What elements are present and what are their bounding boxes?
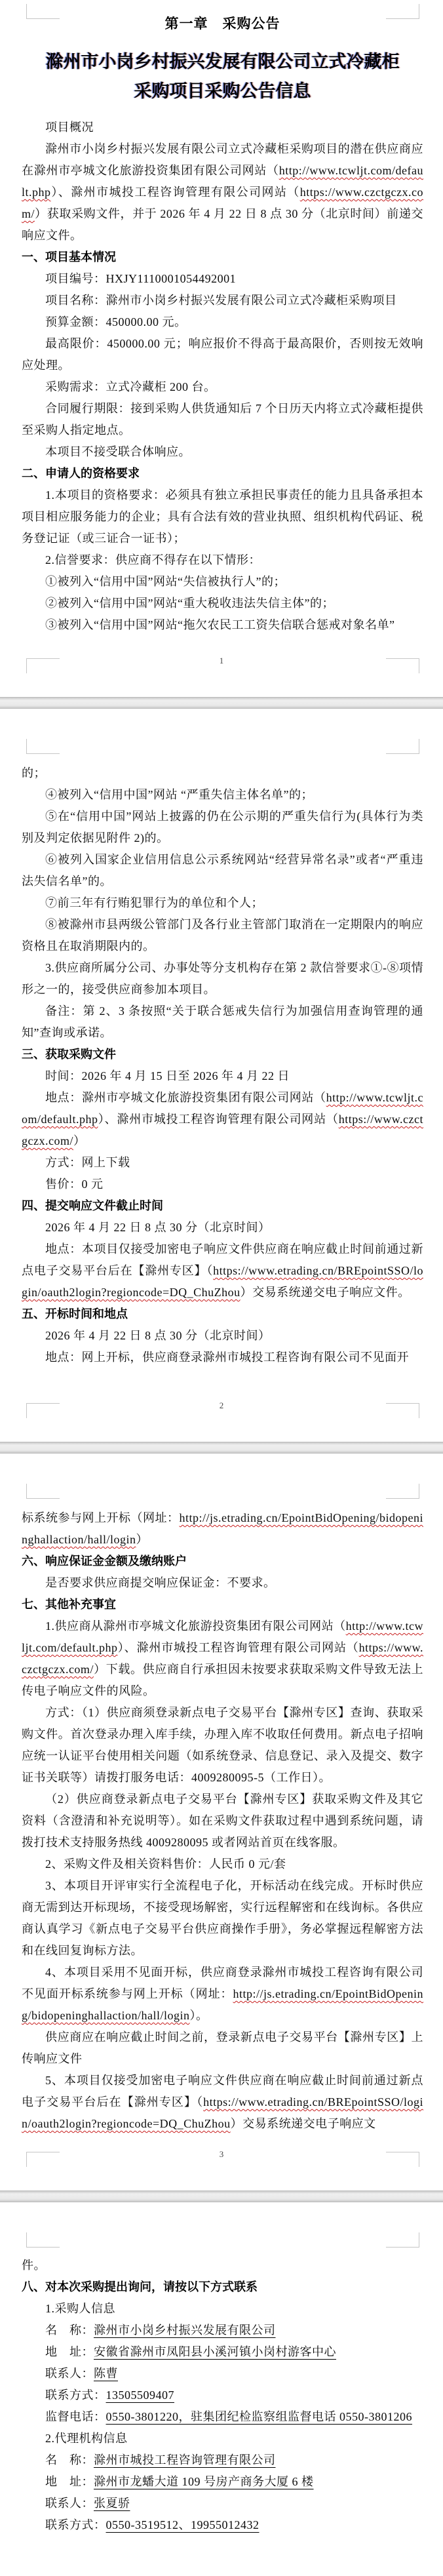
project-name: 项目名称：滁州市小岗乡村振兴发展有限公司立式冷藏柜采购项目 <box>45 294 397 307</box>
supplement-3: 3、本项目开评审实行全流程电子化，开标活动在线完成。开标时供应商无需到达开标现场，不接受现场解密，实行远程解密和在线询标。各供应商认真学习《新点电子交易平台供应商操作手册》，务必掌握远程解密方法和在线回复询标方法。 <box>22 1879 423 1957</box>
field-label: 监督电话： <box>45 2410 106 2423</box>
field-value: 陈曹 <box>94 2367 118 2380</box>
bid-opening-time: 2026 年 4 月 22 日 8 点 30 分（北京时间） <box>45 1329 271 1342</box>
field-label: 地 址： <box>45 2475 94 2488</box>
budget-amount: 预算金额：450000.00 元。 <box>45 315 187 328</box>
max-price: 最高限价：450000.00 元；响应报价不得高于最高限价，否则按无效响应处理。 <box>22 337 423 372</box>
field-value: 滁州市小岗乡村振兴发展有限公司 <box>94 2324 276 2337</box>
crop-mark <box>26 739 60 754</box>
field-label: 地 址： <box>45 2345 94 2358</box>
url-czctgczx: https://www.czctgczx.com/ <box>22 186 423 220</box>
supplement-4-upload: 供应商应在响应截止时间之前，登录新点电子交易平台【滁州专区】上传响应文件 <box>22 2031 423 2065</box>
credit-item-4: ④被列入“信用中国”网站 “严重失信主体名单”的； <box>45 788 313 801</box>
field-value: 0550-3801220，驻集团纪检监察组监督电话 0550-3801206 <box>106 2410 412 2423</box>
url-bidopening: http://js.etrading.cn/EpointBidOpening/bidopeninghallaction/hall/login <box>22 1987 423 2022</box>
contract-term: 合同履行期限：接到采购人供货通知后 7 个日历天内将立式冷藏柜提供至采购人指定地点。 <box>22 402 423 437</box>
section-heading-1: 一、项目基本情况 <box>22 250 116 264</box>
section-heading-2: 二、申请人的资格要求 <box>22 467 140 480</box>
url-etrading-sso: https://www.etrading.cn/BREpointSSO/login/oauth2login?regioncode=DQ_ChuZhou <box>22 2095 423 2130</box>
credit-item-3: ③被列入“信用中国”网站“拖欠农民工工资失信联合惩戒对象名单” <box>45 618 395 631</box>
url-tcwljt: http://www.tcwljt.com/default.php <box>22 1091 423 1126</box>
credit-item-2: ②被列入“信用中国”网站“重大税收违法失信主体”的； <box>45 597 334 610</box>
text-segment: 滁州市小岗乡村振兴发展有限公司立式冷藏柜采购项目的潜在供应商应在滁州市亭城文化旅游投资集团有限公司网站（ <box>22 142 423 177</box>
document-title-line1: 滁州市小岗乡村振兴发展有限公司立式冷藏柜 <box>45 52 400 71</box>
qualification-1: 1.本项目的资格要求：必须具有独立承担民事责任的能力且具备承担本项目相应服务能力的企业；具有合法有效的营业执照、组织机构代码证、税务登记证（或三证合一证书）； <box>22 488 423 545</box>
bid-opening-location: 地点：网上开标，供应商登录滁州市城投工程咨询有限公司不见面开 <box>45 1351 409 1364</box>
page <box>0 709 443 1442</box>
section-heading-6: 六、响应保证金金额及缴纳账户 <box>22 1555 187 1568</box>
field-label: 联系方式： <box>45 2518 106 2531</box>
buyer-name-row <box>22 2320 423 2341</box>
field-value: 张夏骄 <box>94 2497 130 2510</box>
no-consortium: 本项目不接受联合体响应。 <box>45 445 191 458</box>
submission-deadline: 2026 年 4 月 22 日 8 点 30 分（北京时间） <box>45 1221 271 1234</box>
supplement-1 <box>22 1615 423 1702</box>
crop-mark <box>26 4 60 19</box>
buyer-supervise-row <box>22 2406 423 2428</box>
qualification-2: 2.信誉要求：供应商不得存在以下情形： <box>45 553 261 566</box>
supplement-2: 2、采购文件及相关资料售价：人民币 0 元/套 <box>45 1857 286 1871</box>
page-number: 2 <box>219 1400 224 1410</box>
buyer-contact-row <box>22 2363 423 2385</box>
get-document-method: 方式：网上下载 <box>45 1156 130 1169</box>
crop-mark <box>26 1484 60 1499</box>
supplement-5-continued: 件。 <box>22 2259 46 2272</box>
credit-item-7: ⑦前三年有行贿犯罪行为的单位和个人； <box>45 896 263 909</box>
document-title <box>22 47 423 106</box>
intro-paragraph <box>22 138 423 247</box>
bid-opening-location-continued <box>22 1507 423 1551</box>
url-tcwljt: http://www.tcwljt.com/default.php <box>22 164 423 199</box>
text-segment: ）交易系统递交电子响应文件。 <box>240 1286 410 1299</box>
page <box>0 2202 443 2576</box>
text-segment: ）、滁州市城投工程咨询管理有限公司网站（ <box>117 1641 359 1654</box>
page-separator <box>0 2190 443 2202</box>
crop-mark <box>386 1484 419 1499</box>
crop-mark <box>386 739 419 754</box>
crop-mark <box>26 2232 60 2248</box>
text-segment: 4、本项目采用不见面开标，供应商登录滁州市城投工程咨询有限公司不见面开标系统参与网上开标（网址： <box>22 1966 423 2000</box>
document-title-line2: 采购项目采购公告信息 <box>134 81 311 101</box>
url-etrading-sso: https://www.etrading.cn/BREpointSSO/login/oauth2login?regioncode=DQ_ChuZhou <box>22 1264 423 1299</box>
section-heading-4: 四、提交响应文件截止时间 <box>22 1199 163 1212</box>
text-segment: ）获取采购文件，并于 2026 年 4 月 22 日 8 点 30 分（北京时间）前递交响应文件。 <box>22 207 423 242</box>
procurement-demand: 采购需求：立式冷藏柜 200 台。 <box>45 380 216 393</box>
supplement-4 <box>22 1962 423 2027</box>
page-number: 3 <box>219 2149 224 2159</box>
text-segment: ） <box>136 1533 148 1546</box>
crop-mark <box>386 2232 419 2248</box>
url-bidopening: http://js.etrading.cn/EpointBidOpening/bidopeninghallaction/hall/login <box>22 1511 423 1546</box>
supplement-1-method-1: 方式：（1）供应商须登录新点电子交易平台【滁州专区】查询、获取采购文件。首次登录办理入库手续，办理入库不收取任何费用。新点电子招响应统一认证平台使用相关问题（如系统登录、信息登记、录入及提交、数字证书关联等）请拨打服务电话：4009280095-5（工作日）。 <box>22 1706 423 1784</box>
text-segment: ）、滁州市城投工程咨询管理有限公司网站（ <box>50 186 300 199</box>
credit-item-6: ⑥被列入国家企业信用信息公示系统网站“经营异常名录”或者“严重违法失信名单”的。 <box>22 853 423 888</box>
field-label: 联系人： <box>45 2367 94 2380</box>
qualification-3: 3.供应商所属分公司、办事处等分支机构存在第 2 款信誉要求①-⑧项情形之一的，接受供应商参加本项目。 <box>22 961 423 996</box>
field-label: 名 称： <box>45 2324 94 2337</box>
text-segment: ）下载。供应商自行承担因未按要求获取采购文件导致无法上传电子响应文件的风险。 <box>22 1663 423 1697</box>
text-segment: ）、滁州市城投工程咨询管理有限公司网站（ <box>98 1113 339 1126</box>
agent-contact-row <box>22 2493 423 2514</box>
url-czctgczx: https://www.czctgczx.com/ <box>22 1641 423 1676</box>
field-value: 0550-3519512、19955012432 <box>106 2518 260 2531</box>
get-document-time: 时间：2026 年 4 月 15 日至 2026 年 4 月 22 日 <box>45 1069 290 1082</box>
page-separator <box>0 1442 443 1454</box>
page-number: 1 <box>219 656 224 665</box>
agent-name-row <box>22 2449 423 2471</box>
text-segment: ） <box>73 1134 86 1147</box>
section-heading-7: 七、其他补充事宜 <box>22 1598 116 1611</box>
supplement-5 <box>22 2070 423 2135</box>
field-value: 滁州市城投工程咨询管理有限公司 <box>94 2453 276 2467</box>
field-value: 13505509407 <box>106 2388 174 2402</box>
url-czctgczx: https://www.czctgczx.com/ <box>22 1113 423 1147</box>
section-heading-5: 五、开标时间和地点 <box>22 1307 128 1320</box>
section-heading-3: 三、获取采购文件 <box>22 1048 116 1061</box>
text-segment: 1.供应商从滁州市亭城文化旅游投资集团有限公司网站（ <box>45 1619 346 1633</box>
text-segment: 地点：本项目仅接受加密电子响应文件供应商在响应截止时间前通过新点电子交易平台后在【滁州专区】（ <box>22 1242 423 1277</box>
deposit-requirement: 是否要求供应商提交响应保证金：不要求。 <box>45 1576 276 1589</box>
credit-item-1: ①被列入“信用中国”网站“失信被执行人”的； <box>45 575 286 588</box>
field-value: 安徽省滁州市凤阳县小溪河镇小岗村游客中心 <box>94 2345 336 2358</box>
text-segment: 标系统参与网上开标（网址： <box>22 1511 180 1524</box>
text-segment: 地点：滁州市亭城文化旅游投资集团有限公司网站（ <box>45 1091 326 1104</box>
field-label: 名 称： <box>45 2453 94 2467</box>
note-paragraph: 备注：第 2、3 条按照“关于联合惩戒失信行为加强信用查询管理的通知”查询或承诺。 <box>22 1004 423 1039</box>
crop-mark <box>386 4 419 19</box>
agent-address-row <box>22 2471 423 2493</box>
field-value: 滁州市龙蟠大道 109 号房产商务大厦 6 楼 <box>94 2475 314 2488</box>
submission-location <box>22 1238 423 1303</box>
page <box>0 0 443 697</box>
buyer-phone-row <box>22 2385 423 2406</box>
section-heading-8: 八、对本次采购提出询问，请按以下方式联系 <box>22 2280 258 2293</box>
credit-item-3-continued: 的； <box>22 766 46 780</box>
field-label: 联系人： <box>45 2497 94 2510</box>
agent-phone-row <box>22 2514 423 2536</box>
text-segment: 5、本项目仅接受加密电子响应文件供应商在响应截止时间前通过新点电子交易平台后在【滁州专区】（ <box>22 2074 423 2109</box>
overview-label: 项目概况 <box>45 121 94 134</box>
field-label: 联系方式： <box>45 2388 106 2402</box>
agent-info-heading: 2.代理机构信息 <box>45 2432 128 2445</box>
credit-item-5: ⑤在“信用中国”网站上披露的仍在公示期的严重失信行为(具体行为类别及判定依据见附件 2)的。 <box>22 810 423 844</box>
credit-item-8: ⑧被滁州市县两级公管部门及各行业主管部门取消在一定期限内的响应资格且在取消期限内的。 <box>22 918 423 953</box>
buyer-info-heading: 1.采购人信息 <box>45 2302 115 2315</box>
url-tcwljt: http://www.tcwljt.com/default.php <box>22 1619 423 1654</box>
text-segment: ）交易系统递交电子响应文 <box>230 2117 376 2130</box>
supplement-1-method-2: （2）供应商登录新点电子交易平台【滁州专区】获取采购文件及其它资料（含澄清和补充说明等）。如在采购文件获取过程中遇到系统问题，请拨打技术支持服务热线 4009280095 或者网站首页在线客服。 <box>22 1793 423 1849</box>
project-number: 项目编号：HXJY1110001054492001 <box>45 272 237 285</box>
get-document-location <box>22 1087 423 1152</box>
page-separator <box>0 697 443 709</box>
document-price: 售价：0 元 <box>45 1178 104 1191</box>
text-segment: ）。 <box>189 2009 208 2022</box>
chapter-heading: 第一章 采购公告 <box>164 16 280 31</box>
buyer-address-row <box>22 2341 423 2363</box>
page <box>0 1454 443 2190</box>
